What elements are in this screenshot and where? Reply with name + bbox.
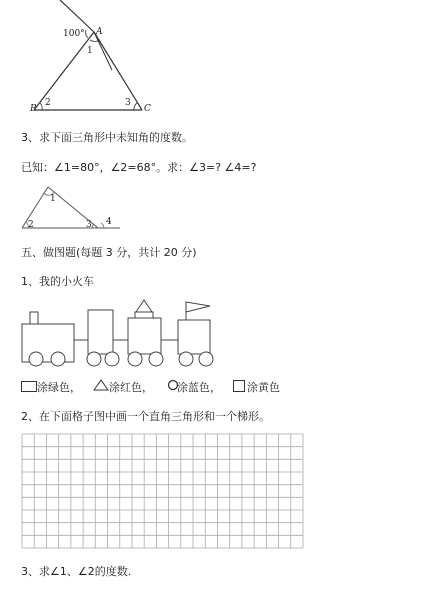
car-4-body — [178, 320, 210, 354]
q1-title: 1、我的小火车 — [21, 275, 94, 288]
fig2-angle-4: 4 — [106, 217, 112, 227]
section5-heading: 五、做图题(每题 3 分，共计 20 分) — [21, 246, 197, 259]
legend-yellow: 涂黄色 — [247, 381, 280, 394]
angle-2-label: 2 — [45, 98, 51, 108]
square-icon — [21, 381, 37, 392]
q3b-title: 3、求∠1、∠2的度数. — [21, 565, 132, 578]
car-3-body — [128, 318, 161, 354]
flag — [186, 302, 210, 312]
q3-given: 已知：∠1=80°，∠2=68°。求：∠3=? ∠4=? — [21, 161, 257, 174]
vertex-c-label: C — [144, 104, 151, 114]
angle-1-label: 1 — [87, 46, 93, 56]
legend-green: 涂绿色， — [37, 381, 81, 394]
train-drawing — [0, 296, 442, 376]
chimney — [30, 312, 38, 324]
vertex-b-label: B — [30, 104, 37, 114]
legend-blue: 涂蓝色， — [177, 381, 221, 394]
car-3-roof-triangle — [136, 300, 152, 312]
q2-title: 2、在下面格子图中画一个直角三角形和一个梯形。 — [21, 410, 270, 423]
car-2-body — [88, 310, 113, 354]
triangle-figure-2 — [0, 182, 442, 242]
triangle-icon — [93, 379, 109, 391]
q3-title: 3、求下面三角形中未知角的度数。 — [21, 131, 193, 144]
drawing-grid[interactable] — [22, 434, 303, 548]
small-square-icon — [233, 380, 245, 392]
fig2-angle-2: 2 — [28, 220, 34, 230]
angle-3-label: 3 — [125, 98, 131, 108]
fig2-angle-1: 1 — [50, 194, 56, 204]
vertex-a-label: A — [96, 27, 103, 37]
legend-red: 涂红色， — [109, 381, 153, 394]
fig2-angle-3: 3 — [86, 220, 92, 230]
angle-100-label: 100° — [63, 29, 85, 39]
triangle-figure-1 — [0, 0, 442, 120]
